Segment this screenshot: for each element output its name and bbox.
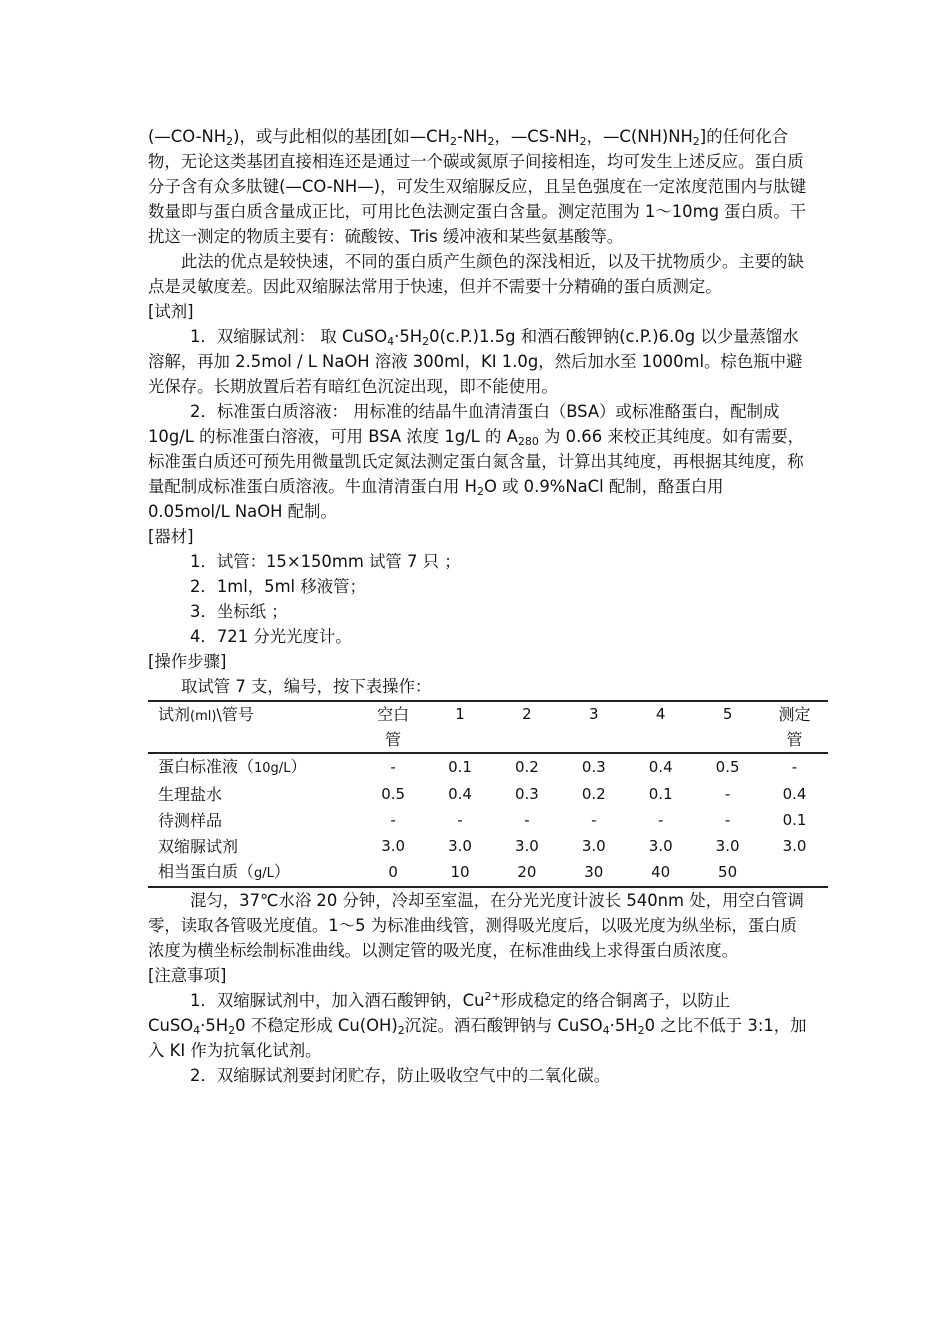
header-text: (ml) xyxy=(190,709,217,724)
table-cell: 0.1 xyxy=(448,758,472,776)
row-label: 待测样品 xyxy=(158,810,223,830)
reagent-item-1 xyxy=(148,324,808,399)
table-cell: 50 xyxy=(694,859,761,887)
table-cell: 40 xyxy=(627,859,694,887)
table-cell: 3.0 xyxy=(448,836,472,855)
table-header-row xyxy=(148,701,828,753)
row-label-text: g/L xyxy=(254,866,274,881)
table-cell: - xyxy=(724,784,731,803)
row-label-text: 蛋白标准液（ xyxy=(158,757,255,776)
table-cell: - xyxy=(657,810,664,829)
row-label xyxy=(148,753,360,781)
header-text: 试剂 xyxy=(158,705,191,724)
intro-text: )，或与此相似的基团[如—CH xyxy=(233,127,450,146)
table-cell: 0.5 xyxy=(715,758,740,776)
table-header-cell: 5 xyxy=(694,701,761,753)
equipment-item: 3．坐标纸 ； xyxy=(190,602,288,621)
table-cell: 3.0 xyxy=(715,836,740,855)
header-text: \管号 xyxy=(216,705,254,724)
notes-heading: [注意事项] xyxy=(148,966,227,985)
table-cell: 0.1 xyxy=(648,784,673,803)
reagent-text: ·5H xyxy=(394,327,423,346)
note-text: ·5H xyxy=(609,1016,638,1035)
table-cell: 10 xyxy=(427,859,494,887)
table-cell: - xyxy=(724,810,731,829)
subscript: 4 xyxy=(602,1024,610,1037)
table-header-cell: 2 xyxy=(493,701,560,753)
subscript: 2 xyxy=(422,335,430,348)
table-header-cell xyxy=(360,701,427,753)
note-text: 0 之比不低于 3:1，加入 KI 作为抗氧化试剂。 xyxy=(148,1016,807,1060)
note-item-2: 2．双缩脲试剂要封闭贮存，防止吸收空气中的二氧化碳。 xyxy=(190,1066,611,1085)
equipment-item: 4．721 分光光度计。 xyxy=(190,627,352,646)
subscript: 2 xyxy=(487,135,495,148)
reagent-text: 1．双缩脲试剂： 取 CuSO xyxy=(190,327,388,346)
subscript: 2 xyxy=(692,135,700,148)
row-label: 生理盐水 xyxy=(158,784,223,804)
document-page xyxy=(148,124,811,1088)
table-cell: 3.0 xyxy=(514,836,539,855)
note-text: ·5H xyxy=(200,1016,229,1035)
row-label-text: 10g/L xyxy=(254,761,291,776)
reagent-text: 2．标准蛋白质溶液： 用标准的结晶牛血清清蛋白（BSA）或标准酪蛋白，配制成 10g/L 的标准蛋白溶液，可用 BSA 浓度 1g/L 的 A xyxy=(148,402,780,446)
table-cell: 0.2 xyxy=(581,784,606,803)
row-label: 双缩脲试剂 xyxy=(158,836,239,856)
superscript: 2+ xyxy=(484,990,501,1003)
table-cell: 0.1 xyxy=(782,810,807,829)
note-item-1 xyxy=(148,988,808,1063)
table-cell: - xyxy=(390,758,396,776)
subscript: 4 xyxy=(193,1024,201,1037)
table-row xyxy=(148,833,828,859)
procedure-after-paragraph: 混匀，37℃水浴 20 分钟，冷却至室温，在分光光度计波长 540nm 处，用空白管调零，读取各管吸光度值。1～5 为标准曲线管，测得吸光度后，以吸光度为纵坐标，蛋白质浓度为横坐标绘制标准曲线。以测定管的吸光度，在标准曲线上求得蛋白质浓度。 xyxy=(148,891,804,960)
header-text: 空白管 xyxy=(377,705,410,749)
equipment-heading: [器材] xyxy=(148,527,194,546)
procedure-table xyxy=(148,700,828,888)
table-cell: 0.3 xyxy=(581,758,606,776)
equipment-item: 2．1ml，5ml 移液管； xyxy=(190,577,366,596)
intro-text: -NH xyxy=(456,127,488,146)
intro-text: ，—CS-NH xyxy=(494,127,580,146)
note-text: 1．双缩脲试剂中，加入酒石酸钾钠，Cu xyxy=(190,991,485,1010)
note-text: 0 不稳定形成 Cu(OH) xyxy=(235,1016,398,1035)
row-label xyxy=(148,859,360,887)
table-cell: 20 xyxy=(493,859,560,887)
intro-text: 的任何化合物，无论这类基团直接相连还是通过一个碳或氮原子间接相连，均可发生上述反应。蛋白质分子含有众多肽键(—CO-NH—)，可发生双缩脲反应，且呈色强度在一定浓度范围内与肽键数量即与蛋白质含量成正比，可用比色法测定蛋白含量。测定范围为 1～10mg 蛋白质。干扰这一测定的物质主要有：硫酸铵、Tris 缓冲液和某些氨基酸等。 xyxy=(148,127,807,246)
subscript: 4 xyxy=(387,335,395,348)
table-row xyxy=(148,859,828,887)
table-cell: - xyxy=(457,810,463,829)
subscript: 2 xyxy=(637,1024,645,1037)
reagent-item-2 xyxy=(148,399,808,524)
table-header-cell xyxy=(148,701,360,753)
table-cell xyxy=(761,859,828,887)
intro-paragraph xyxy=(148,124,808,249)
table-cell: 0.4 xyxy=(448,784,472,803)
subscript: 2 xyxy=(476,485,484,498)
table-cell: - xyxy=(524,810,530,829)
table-header-cell: 1 xyxy=(427,701,494,753)
table-cell: - xyxy=(390,810,396,829)
table-cell: 0.3 xyxy=(514,784,539,803)
table-row xyxy=(148,753,828,781)
table-row xyxy=(148,807,828,833)
row-label-text: ） xyxy=(273,862,290,881)
procedure-heading: [操作步骤] xyxy=(148,652,227,671)
table-cell: 0 xyxy=(360,859,427,887)
reagent-text: O 或 0.9%NaCl 配制，酪蛋白用 0.05mol/L NaOH 配制。 xyxy=(148,477,724,521)
subscript: 2 xyxy=(397,1024,405,1037)
table-cell: 3.0 xyxy=(581,836,606,855)
subscript: 2 xyxy=(579,135,587,148)
table-cell: 0.5 xyxy=(381,784,406,803)
table-cell: 0.4 xyxy=(648,758,673,776)
intro-text: (—CO-NH xyxy=(148,127,227,146)
table-cell: - xyxy=(791,758,798,776)
table-cell: 30 xyxy=(560,859,627,887)
procedure-intro: 取试管 7 支，编号，按下表操作： xyxy=(181,677,432,696)
table-cell: 3.0 xyxy=(648,836,673,855)
table-header-cell: 4 xyxy=(627,701,694,753)
equipment-item: 1．试管：15×150mm 试管 7 只 ； xyxy=(190,552,461,571)
table-cell: - xyxy=(591,810,597,829)
table-cell: 3.0 xyxy=(782,836,807,855)
reagent-text: 0(c.P.)1.5g 和酒石酸钾钠(c.P.)6.0g 以少量蒸馏水溶解，再加 2.5mol / L NaOH 溶液 300ml，KI 1.0g，然后加水至 1000ml。棕色瓶中避光保存。长期放置后若有暗红色沉淀出现，即不能使用。 xyxy=(148,327,803,396)
table-row xyxy=(148,781,828,807)
header-text: 测定管 xyxy=(778,705,811,749)
subscript: 2 xyxy=(226,135,234,148)
subscript: 280 xyxy=(517,435,539,448)
table-cell: 0.4 xyxy=(782,784,807,803)
row-label-text: 相当蛋白质（ xyxy=(158,862,255,881)
intro-text: ] xyxy=(699,127,707,146)
row-label-text: ） xyxy=(290,757,307,776)
table-cell: 3.0 xyxy=(381,836,406,855)
note-text: 形成稳定的络合铜离子，以防止 CuSO xyxy=(148,991,731,1035)
reagent-text: 为 0.66 来校正其纯度。如有需要，标准蛋白质还可预先用微量凯氏定氮法测定蛋白氮含量，计算出其纯度，再根据其纯度，称量配制成标准蛋白质溶液。牛血清清蛋白用 H xyxy=(148,427,805,496)
advantages-paragraph: 此法的优点是较快速，不同的蛋白质产生颜色的深浅相近，以及干扰物质少。主要的缺点是灵敏度差。因此双缩脲法常用于快速，但并不需要十分精确的蛋白质测定。 xyxy=(148,252,804,296)
subscript: 2 xyxy=(449,135,457,148)
intro-text: ，—C(NH)NH xyxy=(586,127,693,146)
table-header-cell: 3 xyxy=(560,701,627,753)
note-text: 沉淀。酒石酸钾钠与 CuSO xyxy=(404,1016,603,1035)
table-header-cell xyxy=(761,701,828,753)
table-cell: 0.2 xyxy=(514,758,539,776)
reagents-heading: [试剂] xyxy=(148,302,194,321)
subscript: 2 xyxy=(228,1024,236,1037)
